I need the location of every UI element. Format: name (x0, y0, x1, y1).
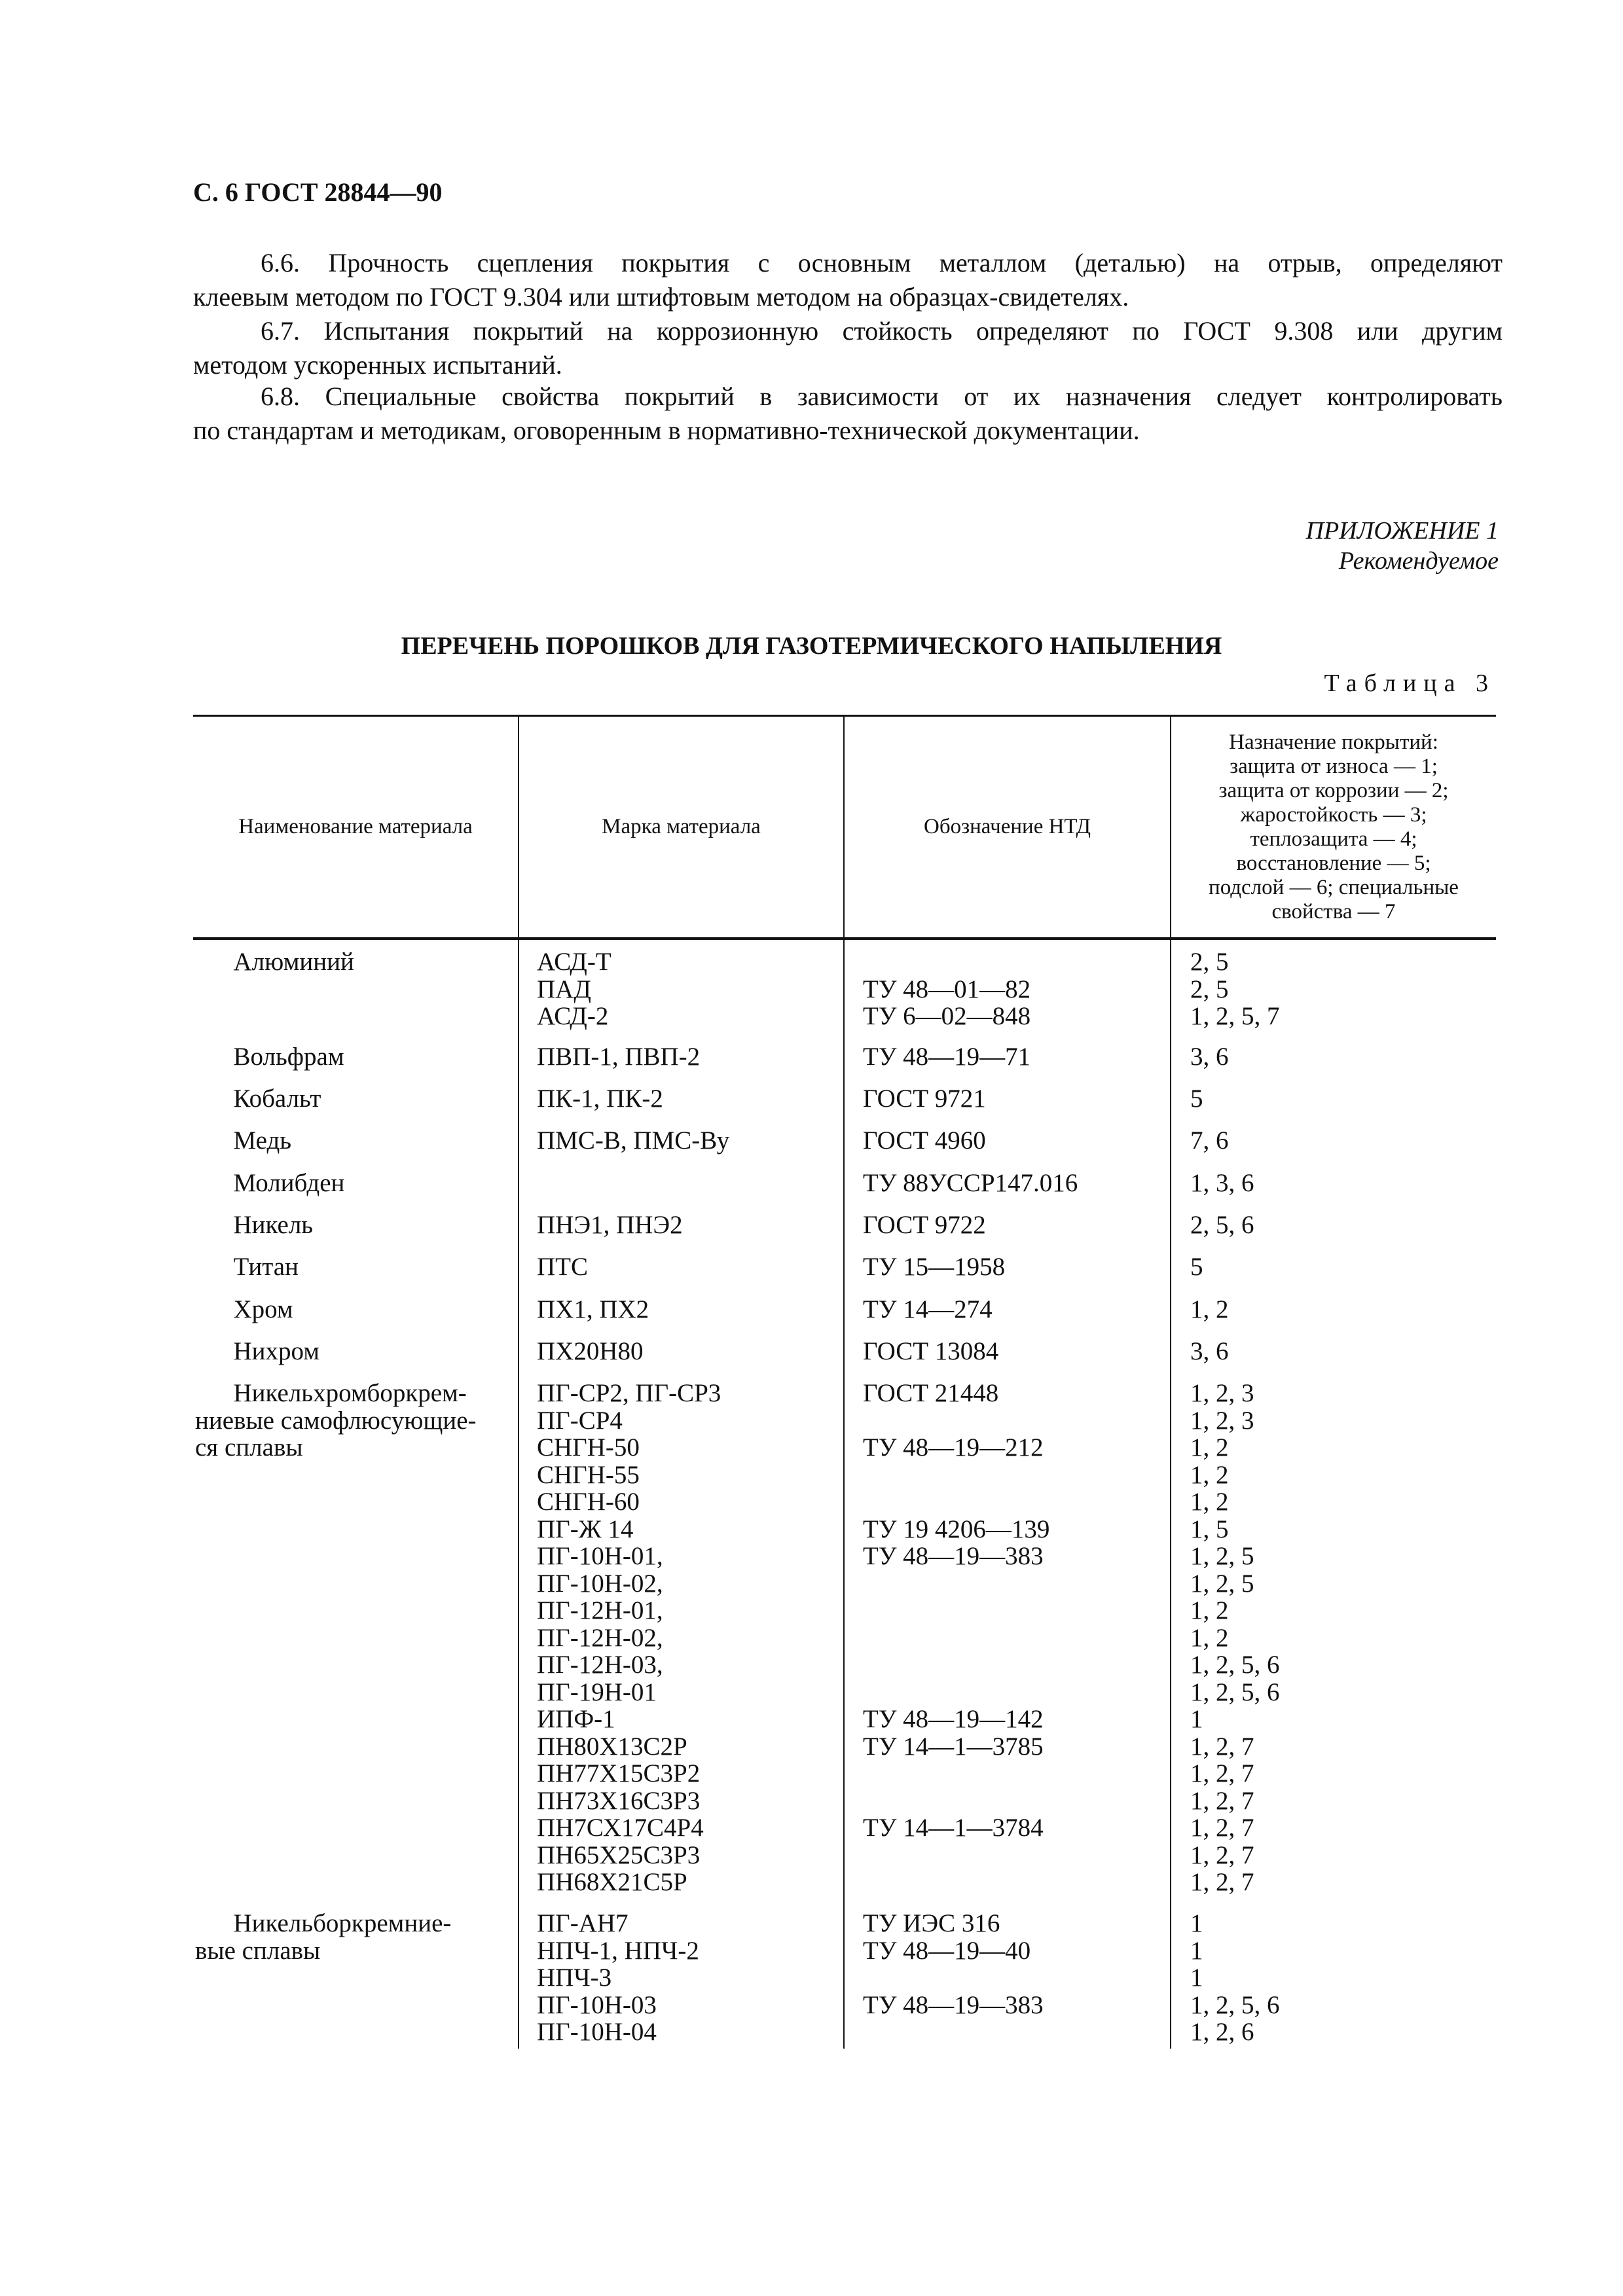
cell-purpose: 3, 6 (1190, 1337, 1229, 1365)
header-material-name: Наименование материала (238, 815, 473, 838)
cell-ntd: ГОСТ 9722 (863, 1211, 986, 1239)
paragraph-6-6 (193, 246, 1503, 314)
paragraph-6-7 (193, 314, 1503, 382)
cell-material-name: Никельхромборкрем- ниевые самофлюсующие- ся сплавы (195, 1379, 477, 1462)
cell-material-grade: АСД-Т ПАД АСД-2 (537, 948, 611, 1030)
cell-purpose: 7, 6 (1190, 1126, 1229, 1155)
paragraph-line: методом ускоренных испытаний. (193, 350, 562, 380)
cell-purpose: 5 (1190, 1253, 1203, 1281)
cell-purpose: 5 (1190, 1085, 1203, 1113)
cell-purpose: 2, 5, 6 (1190, 1211, 1254, 1239)
cell-ntd: ГОСТ 9721 (863, 1085, 986, 1113)
cell-material-grade: ПГ-СР2, ПГ-СР3 ПГ-СР4 СНГН-50 СНГН-55 СНГН-60 ПГ-Ж 14 ПГ-10Н-01, ПГ-10Н-02, ПГ-12Н-01, ПГ-12Н-02, ПГ-12Н-03, ПГ-19Н-01 ИПФ-1 ПН80Х13С2Р ПН77Х15С3Р2 ПН73Х16С3Р3 ПН7СХ17С4Р4 ПН65Х25С3Р3 ПН68Х21С5Р (537, 1379, 721, 1896)
cell-material-name: Хром (195, 1295, 293, 1323)
cell-purpose: 2, 5 2, 5 1, 2, 5, 7 (1190, 948, 1280, 1030)
paragraph-line: клеевым методом по ГОСТ 9.304 или штифтовым методом на образцах-свидетелях. (193, 282, 1129, 312)
paragraph-line: 6.6. Прочность сцепления покрытия с основным металлом (деталью) на отрыв, определяют (261, 248, 1503, 278)
cell-ntd: ГОСТ 13084 (863, 1337, 999, 1365)
cell-material-grade: ПНЭ1, ПНЭ2 (537, 1211, 683, 1239)
cell-ntd: ТУ 15—1958 (863, 1253, 1006, 1281)
cell-material-name: Молибден (195, 1169, 345, 1197)
cell-material-name: Кобальт (195, 1085, 321, 1113)
cell-material-name: Никельборкремние- вые сплавы (195, 1909, 452, 1965)
cell-purpose: 1, 3, 6 (1190, 1169, 1254, 1197)
cell-material-name: Медь (195, 1126, 292, 1155)
cell-material-name: Титан (195, 1253, 299, 1281)
cell-purpose: 1, 2, 3 1, 2, 3 1, 2 1, 2 1, 2 1, 5 1, 2, 5 1, 2, 5 1, 2 1, 2 1, 2, 5, 6 1, 2, 5, 6 1 1, 2, 7 1, 2, 7 1, 2, 7 1, 2, 7 1, 2, 7 1, 2, 7 (1190, 1379, 1280, 1896)
page-header: С. 6 ГОСТ 28844—90 (193, 177, 443, 207)
appendix-subtitle: Рекомендуемое (1338, 547, 1499, 575)
paragraph-line: по стандартам и методикам, оговоренным в нормативно-технической документации. (193, 416, 1140, 445)
cell-purpose: 1, 2 (1190, 1295, 1229, 1323)
header-material-grade: Марка материала (602, 815, 761, 838)
cell-purpose: 3, 6 (1190, 1043, 1229, 1071)
cell-material-name: Никель (195, 1211, 314, 1239)
cell-material-grade: ПГ-АН7 НПЧ-1, НПЧ-2 НПЧ-3 ПГ-10Н-03 ПГ-10Н-04 (537, 1909, 699, 2046)
paragraph-line: 6.8. Специальные свойства покрытий в зависимости от их назначения следует контролировать (261, 382, 1503, 411)
paragraph-line: 6.7. Испытания покрытий на коррозионную стойкость определяют по ГОСТ 9.308 или другим (261, 316, 1503, 346)
cell-ntd: ТУ 14—274 (863, 1295, 993, 1323)
cell-material-grade: ПМС-В, ПМС-Ву (537, 1126, 730, 1155)
cell-ntd: ТУ 48—19—71 (863, 1043, 1031, 1071)
table-label: Таблица 3 (1324, 670, 1495, 697)
cell-material-name: Вольфрам (195, 1043, 344, 1071)
cell-ntd: ТУ ИЭС 316 ТУ 48—19—40 ТУ 48—19—383 (863, 1909, 1044, 2019)
header-ntd: Обозначение НТД (923, 815, 1091, 838)
cell-ntd: ТУ 48—01—82 ТУ 6—02—848 (863, 975, 1031, 1030)
cell-purpose: 1 1 1 1, 2, 5, 6 1, 2, 6 (1190, 1909, 1280, 2046)
cell-material-grade: ПВП-1, ПВП-2 (537, 1043, 701, 1071)
appendix-label (1306, 516, 1499, 576)
table-header-rule (193, 937, 1496, 940)
cell-material-grade: ПК-1, ПК-2 (537, 1085, 663, 1113)
cell-ntd: ТУ 88УССР147.016 (863, 1169, 1078, 1197)
cell-material-grade: ПТС (537, 1253, 588, 1281)
cell-ntd: ГОСТ 21448 ТУ 48—19—212 ТУ 19 4206—139 ТУ 48—19—383 ТУ 48—19—142 ТУ 14—1—3785 ТУ 14—1—3784 (863, 1379, 1050, 1842)
cell-material-name: Нихром (195, 1337, 319, 1365)
cell-ntd: ГОСТ 4960 (863, 1126, 986, 1155)
appendix-title: ПРИЛОЖЕНИЕ 1 (1305, 517, 1499, 545)
header-purpose: Назначение покрытий: защита от износа — 1; защита от коррозии — 2; жаростойкость — 3; теплозащита — 4; восстановление — 5; подслой — 6; специальные свойства — 7 (1209, 730, 1459, 924)
table-title: ПЕРЕЧЕНЬ ПОРОШКОВ ДЛЯ ГАЗОТЕРМИЧЕСКОГО НАПЫЛЕНИЯ (401, 632, 1222, 660)
cell-material-grade: ПХ20Н80 (537, 1337, 644, 1365)
paragraph-6-8 (193, 380, 1503, 448)
cell-material-name: Алюминий (195, 948, 354, 976)
cell-material-grade: ПХ1, ПХ2 (537, 1295, 649, 1323)
